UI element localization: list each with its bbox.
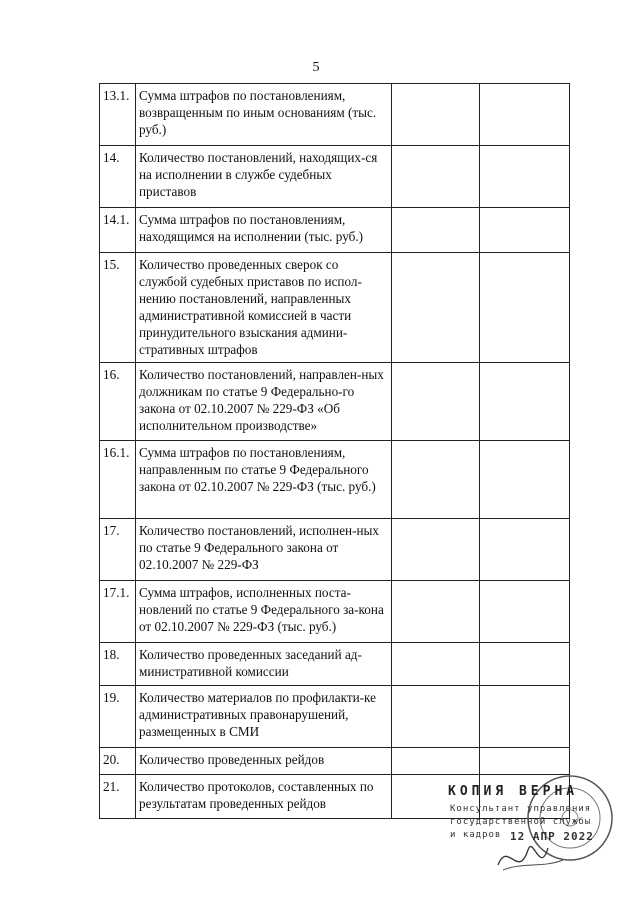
row-number: 15. xyxy=(100,253,136,363)
row-description: Количество постановлений, исполнен-ных по статье 9 Федерального закона от 02.10.2007 № 229-ФЗ xyxy=(136,519,392,581)
row-value-2 xyxy=(480,363,570,441)
row-number: 21. xyxy=(100,775,136,819)
table-row xyxy=(100,84,570,146)
row-number: 16. xyxy=(100,363,136,441)
certification-stamp xyxy=(448,770,628,890)
report-table xyxy=(99,83,570,819)
table-row xyxy=(100,643,570,686)
report-table-body xyxy=(100,84,570,819)
row-value-1 xyxy=(392,686,480,748)
row-number: 13.1. xyxy=(100,84,136,146)
row-description: Количество проведенных заседаний ад-министративной комиссии xyxy=(136,643,392,686)
row-number: 18. xyxy=(100,643,136,686)
row-number: 14. xyxy=(100,146,136,208)
row-value-2 xyxy=(480,581,570,643)
row-value-2 xyxy=(480,643,570,686)
row-value-1 xyxy=(392,363,480,441)
stamp-date: 12 АПР 2022 xyxy=(510,830,594,843)
row-number: 17. xyxy=(100,519,136,581)
table-row xyxy=(100,581,570,643)
table-row xyxy=(100,686,570,748)
row-value-2 xyxy=(480,253,570,363)
row-number: 16.1. xyxy=(100,441,136,519)
page-number: 5 xyxy=(312,60,320,75)
row-value-1 xyxy=(392,519,480,581)
row-description: Количество материалов по профилакти-ке административных правонарушений, размещенных в СМИ xyxy=(136,686,392,748)
row-value-2 xyxy=(480,686,570,748)
row-value-1 xyxy=(392,208,480,253)
row-value-2 xyxy=(480,519,570,581)
row-number: 14.1. xyxy=(100,208,136,253)
row-value-1 xyxy=(392,253,480,363)
table-row xyxy=(100,363,570,441)
stamp-line-2: государственной службы xyxy=(450,817,592,827)
table-row xyxy=(100,146,570,208)
row-description: Сумма штрафов по постановлениям, находящимся на исполнении (тыс. руб.) xyxy=(136,208,392,253)
row-description: Сумма штрафов по постановлениям, возвращенным по иным основаниям (тыс. руб.) xyxy=(136,84,392,146)
row-description: Количество постановлений, направлен-ных должникам по статье 9 Федерально-го закона от 02.10.2007 № 229-ФЗ «Об исполнительном производстве» xyxy=(136,363,392,441)
row-value-1 xyxy=(392,581,480,643)
stamp-title: КОПИЯ ВЕРНА xyxy=(448,784,579,799)
row-value-1 xyxy=(392,643,480,686)
row-value-1 xyxy=(392,441,480,519)
row-number: 19. xyxy=(100,686,136,748)
row-value-2 xyxy=(480,441,570,519)
table-row xyxy=(100,208,570,253)
row-description: Количество проведенных сверок со службой судебных приставов по испол-нению постановлений, направленных административной комиссией в части принудительного взыскания админи-стративных штрафов xyxy=(136,253,392,363)
row-number: 17.1. xyxy=(100,581,136,643)
row-value-2 xyxy=(480,208,570,253)
row-description: Количество постановлений, находящих-ся на исполнении в службе судебных приставов xyxy=(136,146,392,208)
table-row xyxy=(100,441,570,519)
row-value-1 xyxy=(392,146,480,208)
row-description: Количество протоколов, составленных по результатам проведенных рейдов xyxy=(136,775,392,819)
row-value-2 xyxy=(480,146,570,208)
row-description: Сумма штрафов по постановлениям, направленным по статье 9 Федерального закона от 02.10.2007 № 229-ФЗ (тыс. руб.) xyxy=(136,441,392,519)
row-description: Сумма штрафов, исполненных поста-новлений по статье 9 Федерального за-кона от 02.10.2007 № 229-ФЗ (тыс. руб.) xyxy=(136,581,392,643)
row-number: 20. xyxy=(100,748,136,775)
stamp-line-1: Консультант управления xyxy=(450,804,592,814)
row-value-2 xyxy=(480,84,570,146)
table-row xyxy=(100,519,570,581)
table-row xyxy=(100,253,570,363)
stamp-line-3: и кадров xyxy=(450,830,502,840)
row-value-1 xyxy=(392,84,480,146)
row-description: Количество проведенных рейдов xyxy=(136,748,392,775)
